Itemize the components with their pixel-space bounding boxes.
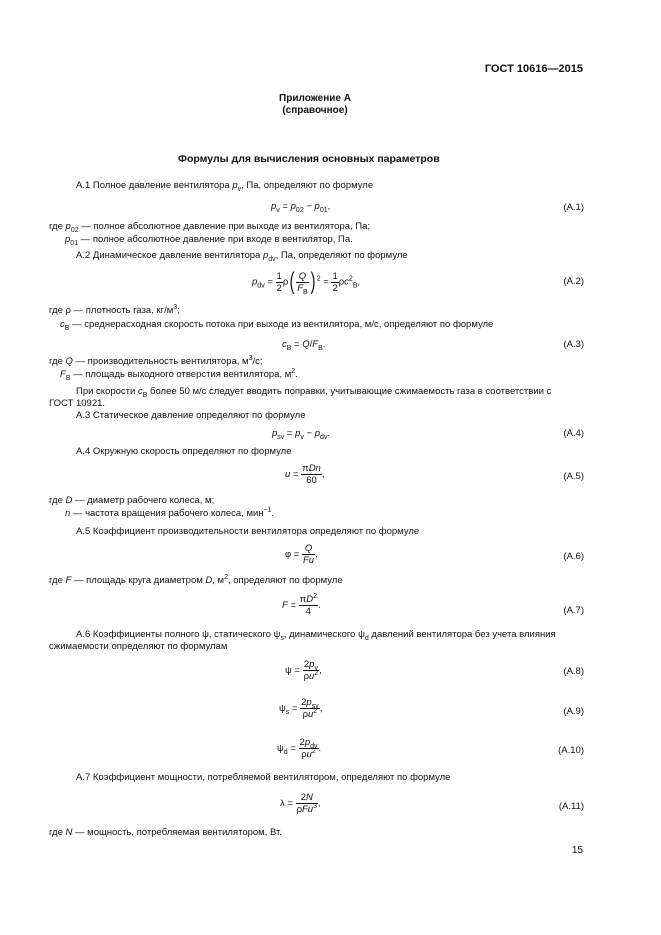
formula-a3: $c_B = Q/F_B$. — [282, 339, 326, 352]
paragraph-a3-static: А.3 Статическое давление определяют по формуле — [76, 410, 306, 421]
annex-title: Приложение А — [279, 93, 351, 104]
page-number: 15 — [571, 845, 583, 856]
formula-a10: $\psi_d$ = $\frac{2p_{dv}}{\rho u^2}$ . — [277, 737, 322, 760]
formula-a1: $p_v = p_{02} - p_{01}$, — [271, 201, 331, 214]
equation-number: (А.8) — [563, 666, 584, 677]
where-rho: где ρ — плотность газа, $кг/м^3$; — [49, 303, 180, 316]
where-n-power: где N — мощность, потребляемая вентилятором, Вт. — [49, 827, 282, 838]
formula-a11: λ = $\frac{2N}{\rho Fu^3}$ , — [280, 792, 321, 815]
where-n: n — частота вращения рабочего колеса, мин$^{-1}$. — [65, 506, 275, 519]
equation-number: (А.9) — [563, 706, 584, 717]
equation-number: (А.11) — [558, 801, 584, 812]
where-d: где D — диаметр рабочего колеса, м; — [49, 495, 215, 506]
formula-a4: $p_{sv} = p_v - p_{dv}$. — [272, 428, 331, 441]
formula-a2: $p_{dv}$ = $\frac{1}{2}$ ρ( $\frac{Q}{F_B}$ ) $^2$ = $\frac{1}{2}$ $\rho c^2_B$, — [252, 268, 361, 296]
note-standard: ГОСТ 10921. — [49, 398, 106, 409]
formula-a7: F = $\frac{\pi D^2}{4}$ . — [282, 592, 321, 617]
paragraph-a5: А.5 Коэффициент производительности вентилятора определяют по формуле — [76, 526, 420, 537]
equation-number: (А.5) — [563, 471, 584, 482]
where-p01: $p_{01}$ — полное абсолютное давление при входе в вентилятор, Па. — [65, 234, 353, 247]
equation-number: (А.7) — [563, 605, 584, 616]
document-id: ГОСТ 10616—2015 — [484, 63, 583, 75]
formula-a8: ψ = $\frac{2p_v}{\rho u^2}$ , — [285, 659, 322, 682]
formula-a9: $\psi_s$ = $\frac{2p_{sv}}{\rho u^2}$ , — [279, 697, 323, 720]
where-f-circle: где F — площадь круга диаметром D, $м^2$, определяют по формуле — [49, 573, 343, 586]
paragraph-a1: А.1 Полное давление вентилятора $p_v$, Па, определяют по формуле — [76, 180, 374, 193]
annex-subtitle: (справочное) — [282, 105, 348, 116]
paragraph-a6-line2: сжимаемости определяют по формулам — [49, 641, 228, 652]
where-cb: $c_B$ — среднерасходная скорость потока при выходе из вентилятора, м/с, определяют по формуле — [60, 319, 494, 332]
equation-number: (А.6) — [563, 551, 584, 562]
equation-number: (А.4) — [563, 428, 584, 439]
equation-number: (А.3) — [563, 339, 584, 350]
where-q: где Q — производительность вентилятора, $м^3/с$; — [49, 354, 263, 367]
note-velocity: При скорости $c_B$ более 50 м/с следует вводить поправки, учитывающие сжимаемость газа в соответствии с — [76, 386, 552, 399]
formula-a5: u = $\frac{\text{πDn}}{60}$ , — [285, 463, 325, 486]
paragraph-a2: А.2 Динамическое давление вентилятора $p_{dv}$, Па, определяют по формуле — [76, 250, 408, 263]
formula-a6: φ = $\frac{Q}{Fu}$ , — [285, 543, 318, 566]
equation-number: (А.2) — [563, 276, 584, 287]
where-fb: $F_B$ — площадь выходного отверстия вентилятора, $м^2$. — [60, 367, 298, 382]
a1-text-after: , Па, определяют по формуле — [241, 180, 374, 191]
where-p02: где $p_{02}$ — полное абсолютное давление при выходе из вентилятора, Па; — [49, 221, 371, 234]
a1-text-before: А.1 Полное давление вентилятора — [76, 180, 233, 191]
paragraph-a7: А.7 Коэффициент мощности, потребляемой вентилятором, определяют по формуле — [76, 772, 451, 783]
equation-number: (А.10) — [558, 745, 584, 756]
paragraph-a6: А.6 Коэффициенты полного ψ, статического $\psi_s$, динамического $\psi_d$ давлений вентилятора без учета влияния — [76, 629, 556, 642]
section-title: Формулы для вычисления основных параметров — [178, 153, 440, 165]
paragraph-a4: А.4 Окружную скорость определяют по формуле — [76, 446, 292, 457]
equation-number: (А.1) — [563, 202, 584, 213]
